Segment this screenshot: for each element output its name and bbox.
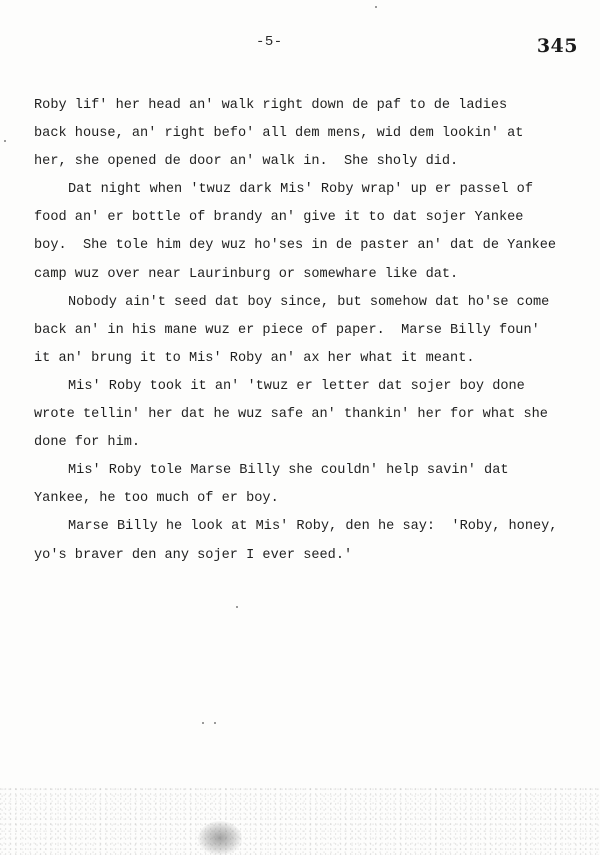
- text-line: Marse Billy he look at Mis' Roby, den he say: 'Roby, honey,: [68, 519, 558, 535]
- text-line: back house, an' right befo' all dem mens, wid dem lookin' at: [34, 126, 524, 142]
- text-line: food an' er bottle of brandy an' give it to dat sojer Yankee: [34, 210, 524, 226]
- text-line: Roby lif' her head an' walk right down de paf to de ladies: [34, 98, 508, 113]
- paragraph: [34, 176, 584, 288]
- text-line: Mis' Roby took it an' 'twuz er letter dat sojer boy done: [68, 378, 525, 394]
- text-line: wrote tellin' her dat he wuz safe an' thankin' her for what she: [34, 407, 548, 423]
- paragraph: [34, 457, 584, 513]
- paragraph: [34, 92, 584, 176]
- text-line: boy. She tole him dey wuz ho'ses in de paster an' dat de Yankee: [34, 238, 557, 254]
- text-line: done for him.: [34, 435, 141, 451]
- page-number-stamp: 345: [536, 35, 578, 57]
- text-line: Dat night when 'twuz dark Mis' Roby wrap' up er passel of: [68, 182, 533, 198]
- text-line: camp wuz over near Laurinburg or somewhare like dat.: [34, 266, 459, 282]
- paragraph: [34, 373, 584, 457]
- scan-speck: [214, 722, 216, 724]
- paragraph: [34, 289, 584, 373]
- page-marker: -5-: [256, 34, 283, 50]
- text-line: Mis' Roby tole Marse Billy she couldn' help savin' dat: [68, 463, 509, 479]
- scan-speck: [236, 606, 238, 608]
- text-line: Yankee, he too much of er boy.: [34, 491, 279, 507]
- body-text: [34, 92, 584, 570]
- paragraph: [34, 513, 584, 569]
- scan-speck: [4, 140, 6, 142]
- text-line: back an' in his mane wuz er piece of paper. Marse Billy foun': [34, 322, 540, 338]
- scan-smudge: [198, 821, 242, 855]
- text-line: yo's braver den any sojer I ever seed.': [34, 547, 353, 563]
- scan-speck: [375, 6, 377, 8]
- text-line: her, she opened de door an' walk in. She sholy did.: [34, 154, 459, 170]
- scan-speck: [202, 722, 204, 724]
- text-line: it an' brung it to Mis' Roby an' ax her what it meant.: [34, 350, 475, 366]
- scan-noise: [0, 785, 600, 855]
- text-line: Nobody ain't seed dat boy since, but somehow dat ho'se come: [68, 294, 550, 310]
